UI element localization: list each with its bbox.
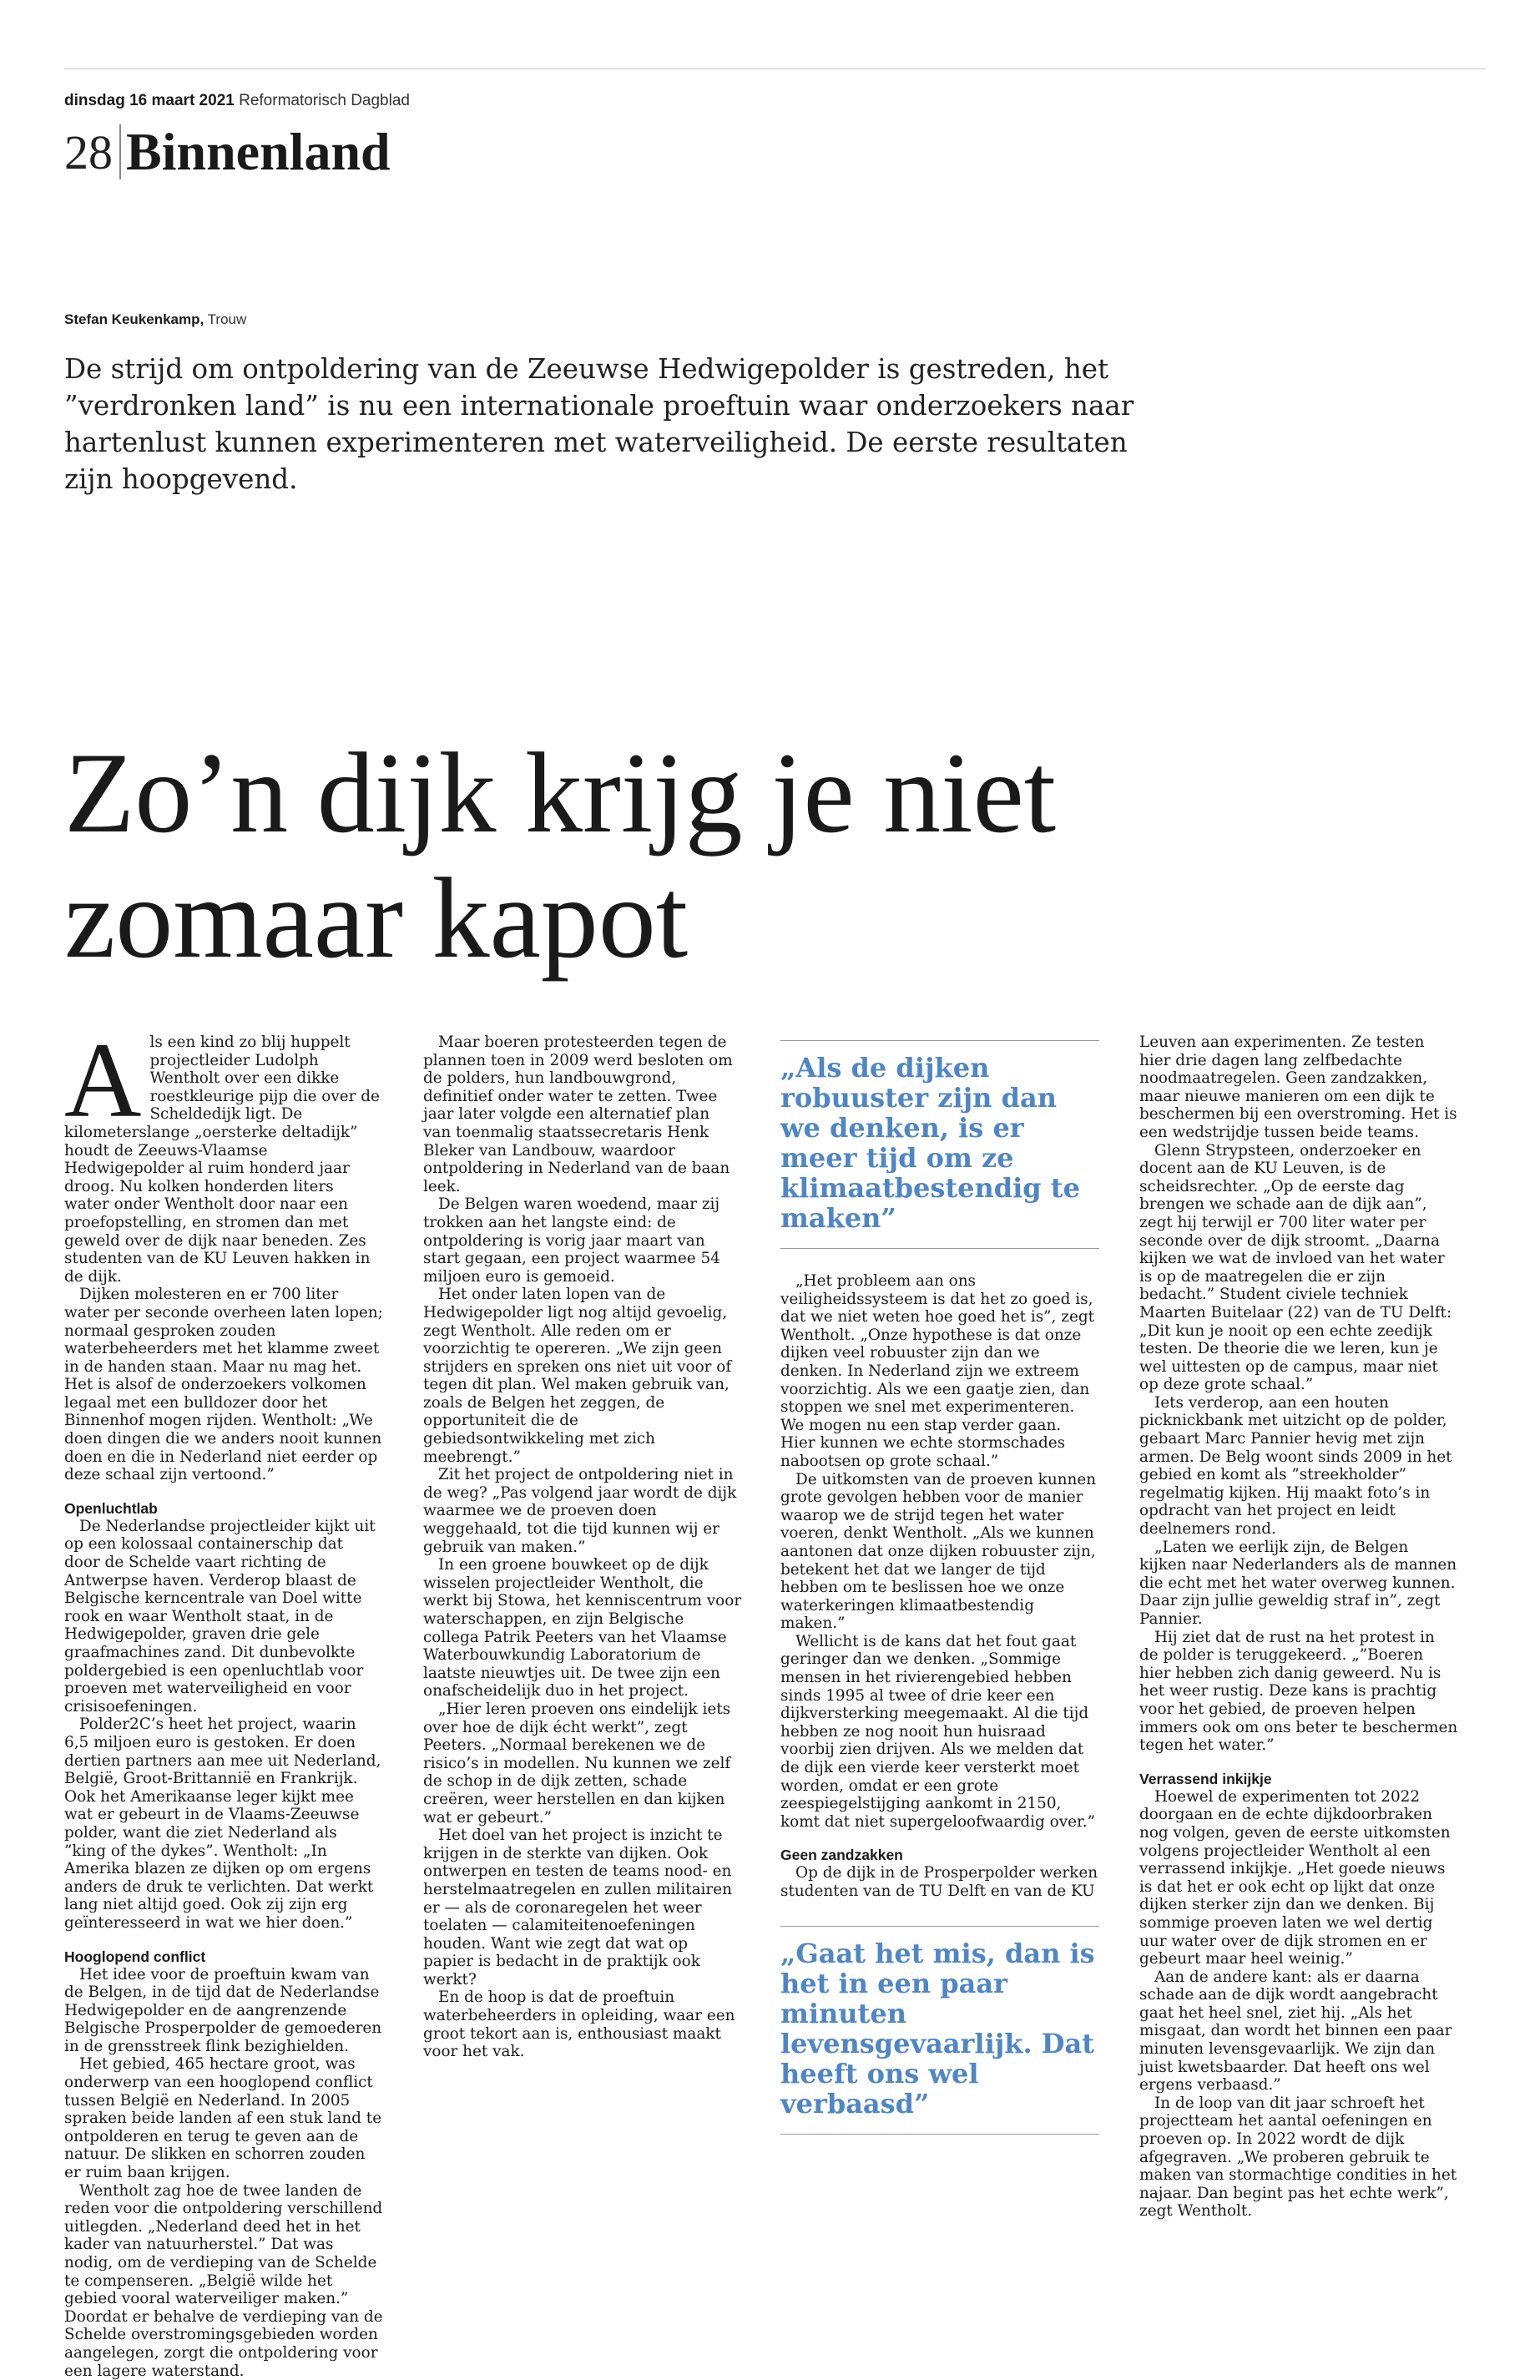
publication-date: dinsdag 16 maart 2021	[64, 92, 235, 109]
article-paragraph: Wentholt zag hoe de twee landen de reden voor die ontpoldering verschillend uitlegden. „Nederland deed het in het kader van natuurherstel.” Dat was nodig, om de verdieping van de Schelde te compenseren. „België wilde het gebied vooral waterveiliger maken.” Doordat er behalve de verdieping van de Schelde overstromingsgebieden worden aangelegen, zorgt die ontpoldering voor een lagere waterstand.	[64, 2181, 383, 2380]
byline-outlet: Trouw	[207, 311, 247, 327]
headline: Zo’n dijk krijg je niet zomaar kapot	[64, 729, 1057, 982]
section-name: Binnenland	[126, 122, 391, 181]
top-rule	[64, 68, 1486, 69]
newspaper-name: Reformatorisch Dagblad	[239, 92, 410, 109]
article-paragraph: Het idee voor de proeftuin kwam van de Belgen, in de tijd dat de Nederlandse Hedwigepolder en de aangrenzende Belgische Prosperpolder de gemoederen in de grensstreek flink bezighielden.	[64, 1965, 382, 2055]
subheading: Geen zandzakken	[780, 1847, 903, 1864]
article-paragraph: Als een kind zo blij huppelt projectleider Ludolph Wentholt over een dikke roestkleurige pijp die over de Scheldedijk ligt. De kilometerslange „oersterke deltadijk” houdt de Zeeuws-Vlaamse Hedwigepolder al ruim honderd jaar droog. Nu kolken honderden liters water onder Wentholt door naar een proefopstelling, en stromen dan met geweld over de dijk naar beneden. Zes studenten van de KU Leuven hakken in de dijk.	[64, 1021, 380, 1286]
article-column-1	[64, 1021, 383, 2380]
article-paragraph: Het doel van het project is inzicht te krijgen in de sterkte van dijken. Ook ontwerpen en testen de teams nood- en herstelmaatregelen en zullen militairen er — als de coronaregelen het weer toelaten — calamiteitenoefeningen houden. Want wie zegt dat wat op papier is bedacht in de praktijk ook werkt?	[423, 1827, 732, 1988]
article-column-4	[1139, 1033, 1458, 2221]
section-divider	[119, 124, 121, 179]
article-paragraph: De Belgen waren woedend, maar zij trokken aan het langste eind: de ontpoldering is vorig jaar maart van start gegaan, een project waarmee 54 miljoen euro is gemoeid.	[423, 1195, 720, 1286]
article-paragraph: Zit het project de ontpoldering niet in de weg? „Pas volgend jaar wordt de dijk waarmee we de proeven doen weggehaald, tot die tijd kunnen wij er gebruik van maken.”	[423, 1466, 737, 1556]
article-paragraph: En de hoop is dat de proeftuin waterbeheerders in opleiding, waar een groot tekort aan is, enthousiast maakt voor het vak.	[423, 1988, 735, 2061]
article-paragraph: Iets verderop, aan een houten picknickbank met uitzicht op de polder, gebaart Marc Pannier hevig met zijn armen. De Belg woont sinds 2009 in het gebied en komt als ”streekholder” regelmatig kijken. Hij maakt foto’s in opdracht van het project en leidt deelnemers rond.	[1139, 1393, 1452, 1539]
article-paragraph: Leuven aan experimenten. Ze testen hier drie dagen lang zelfbedachte noodmaatregelen. Geen zandzakken, maar nieuwe manieren om een dijk te beschermen bij een overstroming. Het is een wedstrijdje tussen beide teams.	[1139, 1033, 1457, 1141]
article-paragraph: In een groene bouwkeet op de dijk wisselen projectleider Wentholt, die werkt bij Stowa, het kenniscentrum voor waterschappen, en zijn Belgische collega Patrik Peeters van het Vlaamse Waterbouwkundig Laboratorium de laatste nieuwtjes uit. De twee zijn een onafscheidelijk duo in het project.	[423, 1556, 742, 1700]
article-paragraph: Hij ziet dat de rust na het protest in de polder is teruggekeerd. „”Boeren hier hebben zich danig geweerd. Nu is het weer rustig. Deze kans is prachtig voor het gebied, de proeven helpen immers ook om ons beter te beschermen tegen het water.”	[1139, 1628, 1458, 1755]
article-column-3	[780, 1033, 1099, 2158]
article-paragraph: Maar boeren protesteerden tegen de plannen toen in 2009 werd besloten om de polders, hun landbouwgrond, definitief onder water te zetten. Twee jaar later volgde een alternatief plan van toenmalig staatssecretaris Henk Bleker van Landbouw, waardoor ontpoldering in Nederland van de baan leek.	[423, 1033, 733, 1195]
article-paragraph: „Laten we eerlijk zijn, de Belgen kijken naar Nederlanders als de mannen die echt met het water overweg kunnen. Daar zijn jullie geweldig straf in”, zegt Pannier.	[1139, 1538, 1457, 1628]
article-paragraph: „Hier leren proeven ons eindelijk iets over hoe de dijk écht werkt”, zegt Peeters. „Normaal berekenen we de risico’s in modellen. Nu kunnen we zelf de schop in de dijk zetten, schade creëren, weer herstellen en dan kijken wat er gebeurt.”	[423, 1700, 731, 1827]
subheading: Openluchtlab	[64, 1499, 158, 1517]
subheading: Verrassend inkijkje	[1139, 1770, 1272, 1787]
pull-quote: „Gaat het mis, dan is het in een paar minuten levensgevaarlijk. Dat heeft ons wel verbaasd”	[780, 1926, 1099, 2135]
article-paragraph: Aan de andere kant: als er daarna schade aan de dijk wordt aangebracht gaat het heel snel, ziet hij. „Als het misgaat, dan wordt het binnen een paar minuten levensgevaarlijk. We zijn dan juist kwetsbaarder. Dat heeft ons wel ergens verbaasd.”	[1139, 1968, 1452, 2095]
intro-lead: De strijd om ontpoldering van de Zeeuwse Hedwigepolder is gestreden, het ”verdronken land” is nu een internationale proeftuin waar onderzoekers naar hartenlust kunnen experimenteren met waterveiligheid. De eerste resultaten zijn hoopgevend.	[64, 353, 1134, 495]
article-paragraph: Dijken molesteren en er 700 liter water per seconde overheen laten lopen; normaal gesproken zouden waterbeheerders met het klamme zweet in de handen staan. Maar nu mag het. Het is alsof de onderzoekers volkomen legaal met een bulldozer door het Binnenhof mogen rijden. Wentholt: „We doen dingen die we anders nooit kunnen doen en die in Nederland niet eerder op deze schaal zijn vertoond.”	[64, 1286, 383, 1484]
article-paragraph: Het gebied, 465 hectare groot, was onderwerp van een hooglopend conflict tussen België en Nederland. In 2005 spraken beide landen af een stuk land te ontpolderen en terug te geven aan de natuur. De slikken en schorren zouden er ruim baan krijgen.	[64, 2055, 382, 2182]
article-paragraph: Wellicht is de kans dat het fout gaat geringer dan we denken. „Sommige mensen in het rivierengebied hebben sinds 1995 al twee of drie keer een dijkversterking meegemaakt. Al die tijd hebben ze nog nooit hun huisraad voorbij zien drijven. Als we melden dat de dijk een vierde keer versterkt moet worden, omdat er een grote zeespiegelstijging aankomt in 2150, komt dat niet supergeloofwaardig over.”	[780, 1632, 1096, 1831]
article-paragraph: Het onder laten lopen van de Hedwigepolder ligt nog altijd gevoelig, zegt Wentholt. Alle reden om er voorzichtig te opereren. „We zijn geen strijders en spreken ons niet uit voor of tegen dit plan. Wel maken gebruik van, zoals de Belgen het zeggen, de opportuniteit die de gebiedsontwikkeling met zich meebrengt.”	[423, 1286, 732, 1466]
article-column-2	[423, 1033, 742, 2061]
page-number: 28	[64, 124, 113, 179]
section-header	[64, 119, 391, 185]
article-paragraph: Op de dijk in de Prosperpolder werken studenten van de TU Delft en van de KU	[780, 1864, 1098, 1900]
article-paragraph: De uitkomsten van de proeven kunnen grote gevolgen hebben voor de manier waarop we de strijd tegen het water voeren, denkt Wentholt. „Als we kunnen aantonen dat onze dijken robuuster zijn, betekent het dat we langer de tijd hebben om te beslissen hoe we onze waterkeringen klimaatbestendig maken.”	[780, 1470, 1097, 1633]
drop-cap: A	[64, 1021, 142, 1139]
article-paragraph: „Het probleem aan ons veiligheidssysteem is dat het zo goed is, dat we niet weten hoe goed het is”, zegt Wentholt. „Onze hypothese is dat onze dijken veel robuuster zijn dan we denken. In Nederland zijn we extreem voorzichtig. Als we een gaatje zien, dan stoppen we snel met experimenteren. We mogen nu een stap verder gaan. Hier kunnen we echte stormschades nabootsen op grote schaal.”	[780, 1272, 1094, 1470]
byline-author: Stefan Keukenkamp,	[64, 311, 204, 327]
masthead	[64, 92, 410, 110]
article-paragraph: De Nederlandse projectleider kijkt uit op een kolossaal containerschip dat door de Schelde vaart richting de Antwerpse haven. Verderop blaast de Belgische kerncentrale van Doel witte rook en waar Wentholt staat, in de Hedwigepolder, graven drie gele graafmachines zand. Dit dunbevolkte poldergebied is een openluchtlab voor proeven met waterveiligheid en voor crisisoefeningen.	[64, 1517, 376, 1716]
article-paragraph: In de loop van dit jaar schroeft het projectteam het aantal oefeningen en proeven op. In 2022 wordt de dijk afgegraven. „We proberen gebruik te maken van stormachtige condities in het najaar. Dan begint pas het echte werk”, zegt Wentholt.	[1139, 2094, 1457, 2221]
pull-quote: „Als de dijken robuuster zijn dan we denken, is er meer tijd om ze klimaatbestendig te maken”	[780, 1040, 1099, 1249]
byline	[64, 311, 246, 328]
article-paragraph: Hoewel de experimenten tot 2022 doorgaan en de echte dijkdoorbraken nog volgen, geven de eerste uitkomsten volgens projectleider Wentholt al een verrassend inkijkje. „Het goede nieuws is dat het er ook echt op lijkt dat onze dijken sterker zijn dan we denken. Bij sommige proeven laten we wel dertig uur water over de dijk stromen en er gebeurt maar heel weinig.”	[1139, 1787, 1451, 1968]
article-paragraph: Polder2C’s heet het project, waarin 6,5 miljoen euro is gestoken. Er doen dertien partners aan mee uit Nederland, België, Groot-Brittannië en Frankrijk. Ook het Amerikaanse leger kijkt mee wat er gebeurt in de Vlaams-Zeeuwse polder, want die ziet Nederland als ”king of the dykes”. Wentholt: „In Amerika blazen ze dijken op om ergens anders de druk te verlichten. Dat werkt lang niet altijd goed. Ook zij zijn erg geïnteresseerd in wat we hier doen.”	[64, 1716, 381, 1932]
subheading: Hooglopend conflict	[64, 1948, 206, 1965]
article-paragraph: Glenn Strypsteen, onderzoeker en docent aan de KU Leuven, is de scheidsrechter. „Op de eerste dag brengen we schade aan de dijk aan”, zegt hij terwijl er 700 liter water per seconde over de dijk stroomt. „Daarna kijken we wat de invloed van het water is op de maatregelen die er zijn bedacht.” Student civiele techniek Maarten Buitelaar (22) van de TU Delft: „Dit kun je nooit op een echte zeedijk testen. De theorie die we leren, kun je wel uittesten op de campus, maar niet op deze grote schaal.”	[1139, 1141, 1452, 1394]
